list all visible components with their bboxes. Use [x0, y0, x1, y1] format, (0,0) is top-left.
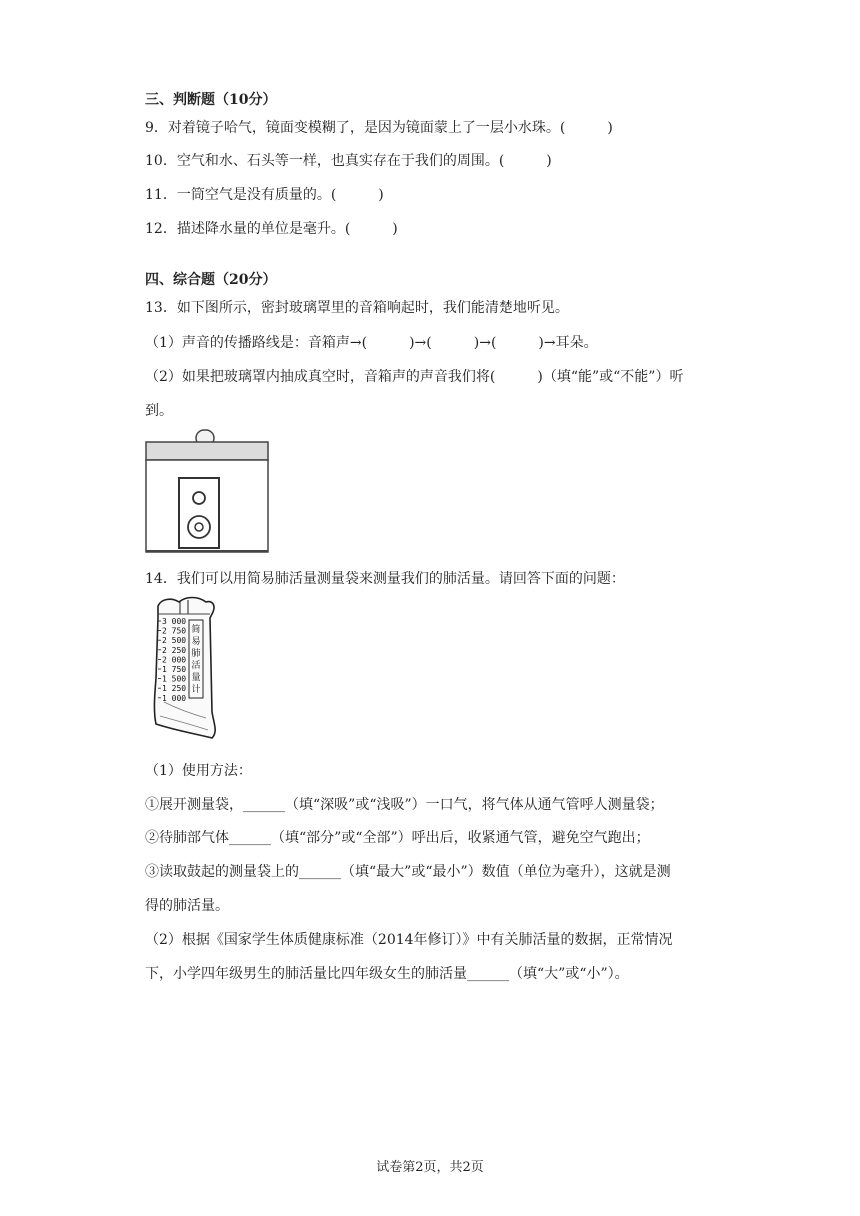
bag-scale-label: 1 000 [162, 693, 187, 703]
page-footer: 试卷第2页，共2页 [376, 1160, 484, 1175]
question-14-stem: 14．我们可以用简易肺活量测量袋来测量我们的肺活量。请回答下面的问题： [145, 571, 625, 587]
jar-lid [146, 442, 268, 460]
bag-scale-label: 1 250 [162, 684, 187, 694]
bag-scale-label: 1 750 [162, 665, 187, 674]
question-14-step3-line1: ③读取鼓起的测量袋上的______（填“最大”或“最小”）数值（单位为毫升），这就是测 [145, 864, 671, 880]
question-14-part2-line2: 下，小学四年级男生的肺活量比四年级女生的肺活量______（填“大”或“小”）。 [145, 966, 629, 982]
bag-label-char: 计 [191, 685, 201, 695]
question-13-part2-line1: （2）如果把玻璃罩内抽成真空时，音箱声的声音我们将( )（填“能”或“不能”）听 [145, 369, 684, 385]
question-13-part2-line2: 到。 [145, 403, 173, 419]
bag-scale-label: 2 250 [162, 645, 187, 655]
bag-label-char: 易 [191, 637, 201, 647]
question-13-part1: （1）声音的传播路线是：音箱声→( )→( )→( )→耳朵。 [145, 335, 598, 351]
bag-scale-label: 1 500 [162, 674, 187, 684]
lung-capacity-bag-figure [146, 592, 224, 748]
question-10: 10．空气和水、石头等一样，也真实存在于我们的周围。( ) [145, 153, 552, 169]
question-14-step2: ②待肺部气体______（填“部分”或“全部”）呼出后，收紧通气管，避免空气跑出； [145, 830, 650, 846]
bag-scale-label: 2 750 [162, 626, 187, 636]
bag-scale [158, 617, 186, 703]
bag-label-char: 活 [191, 661, 201, 671]
section3-heading: 三、判断题（10分） [145, 92, 277, 108]
question-14-part2-line1: （2）根据《国家学生体质健康标准（2014年修订）》中有关肺活量的数据，正常情况 [145, 932, 673, 948]
bag-scale-label: 3 000 [162, 617, 187, 626]
question-14-part1-title: （1）使用方法： [145, 763, 252, 779]
bag-scale-label: 2 500 [162, 636, 187, 646]
question-11: 11．一筒空气是没有质量的。( ) [145, 187, 384, 203]
bag-label-char: 简 [191, 625, 201, 635]
question-12: 12．描述降水量的单位是毫升。( ) [145, 221, 398, 237]
bag-label-char: 量 [191, 673, 201, 683]
bag-label-char: 肺 [191, 649, 201, 659]
section4-heading: 四、综合题（20分） [145, 272, 277, 288]
question-13-stem: 13．如下图所示，密封玻璃罩里的音箱响起时，我们能清楚地听见。 [145, 300, 569, 316]
bag-scale-label: 2 000 [162, 655, 187, 665]
bell-jar-speaker-figure [143, 428, 273, 556]
question-9: 9．对着镜子哈气，镜面变模糊了，是因为镜面蒙上了一层小水珠。( ) [145, 120, 613, 136]
question-14-step3-line2: 得的肺活量。 [145, 898, 229, 914]
question-14-step1: ①展开测量袋，______（填“深吸”或“浅吸”）一口气，将气体从通气管呼人测量袋； [145, 797, 664, 813]
